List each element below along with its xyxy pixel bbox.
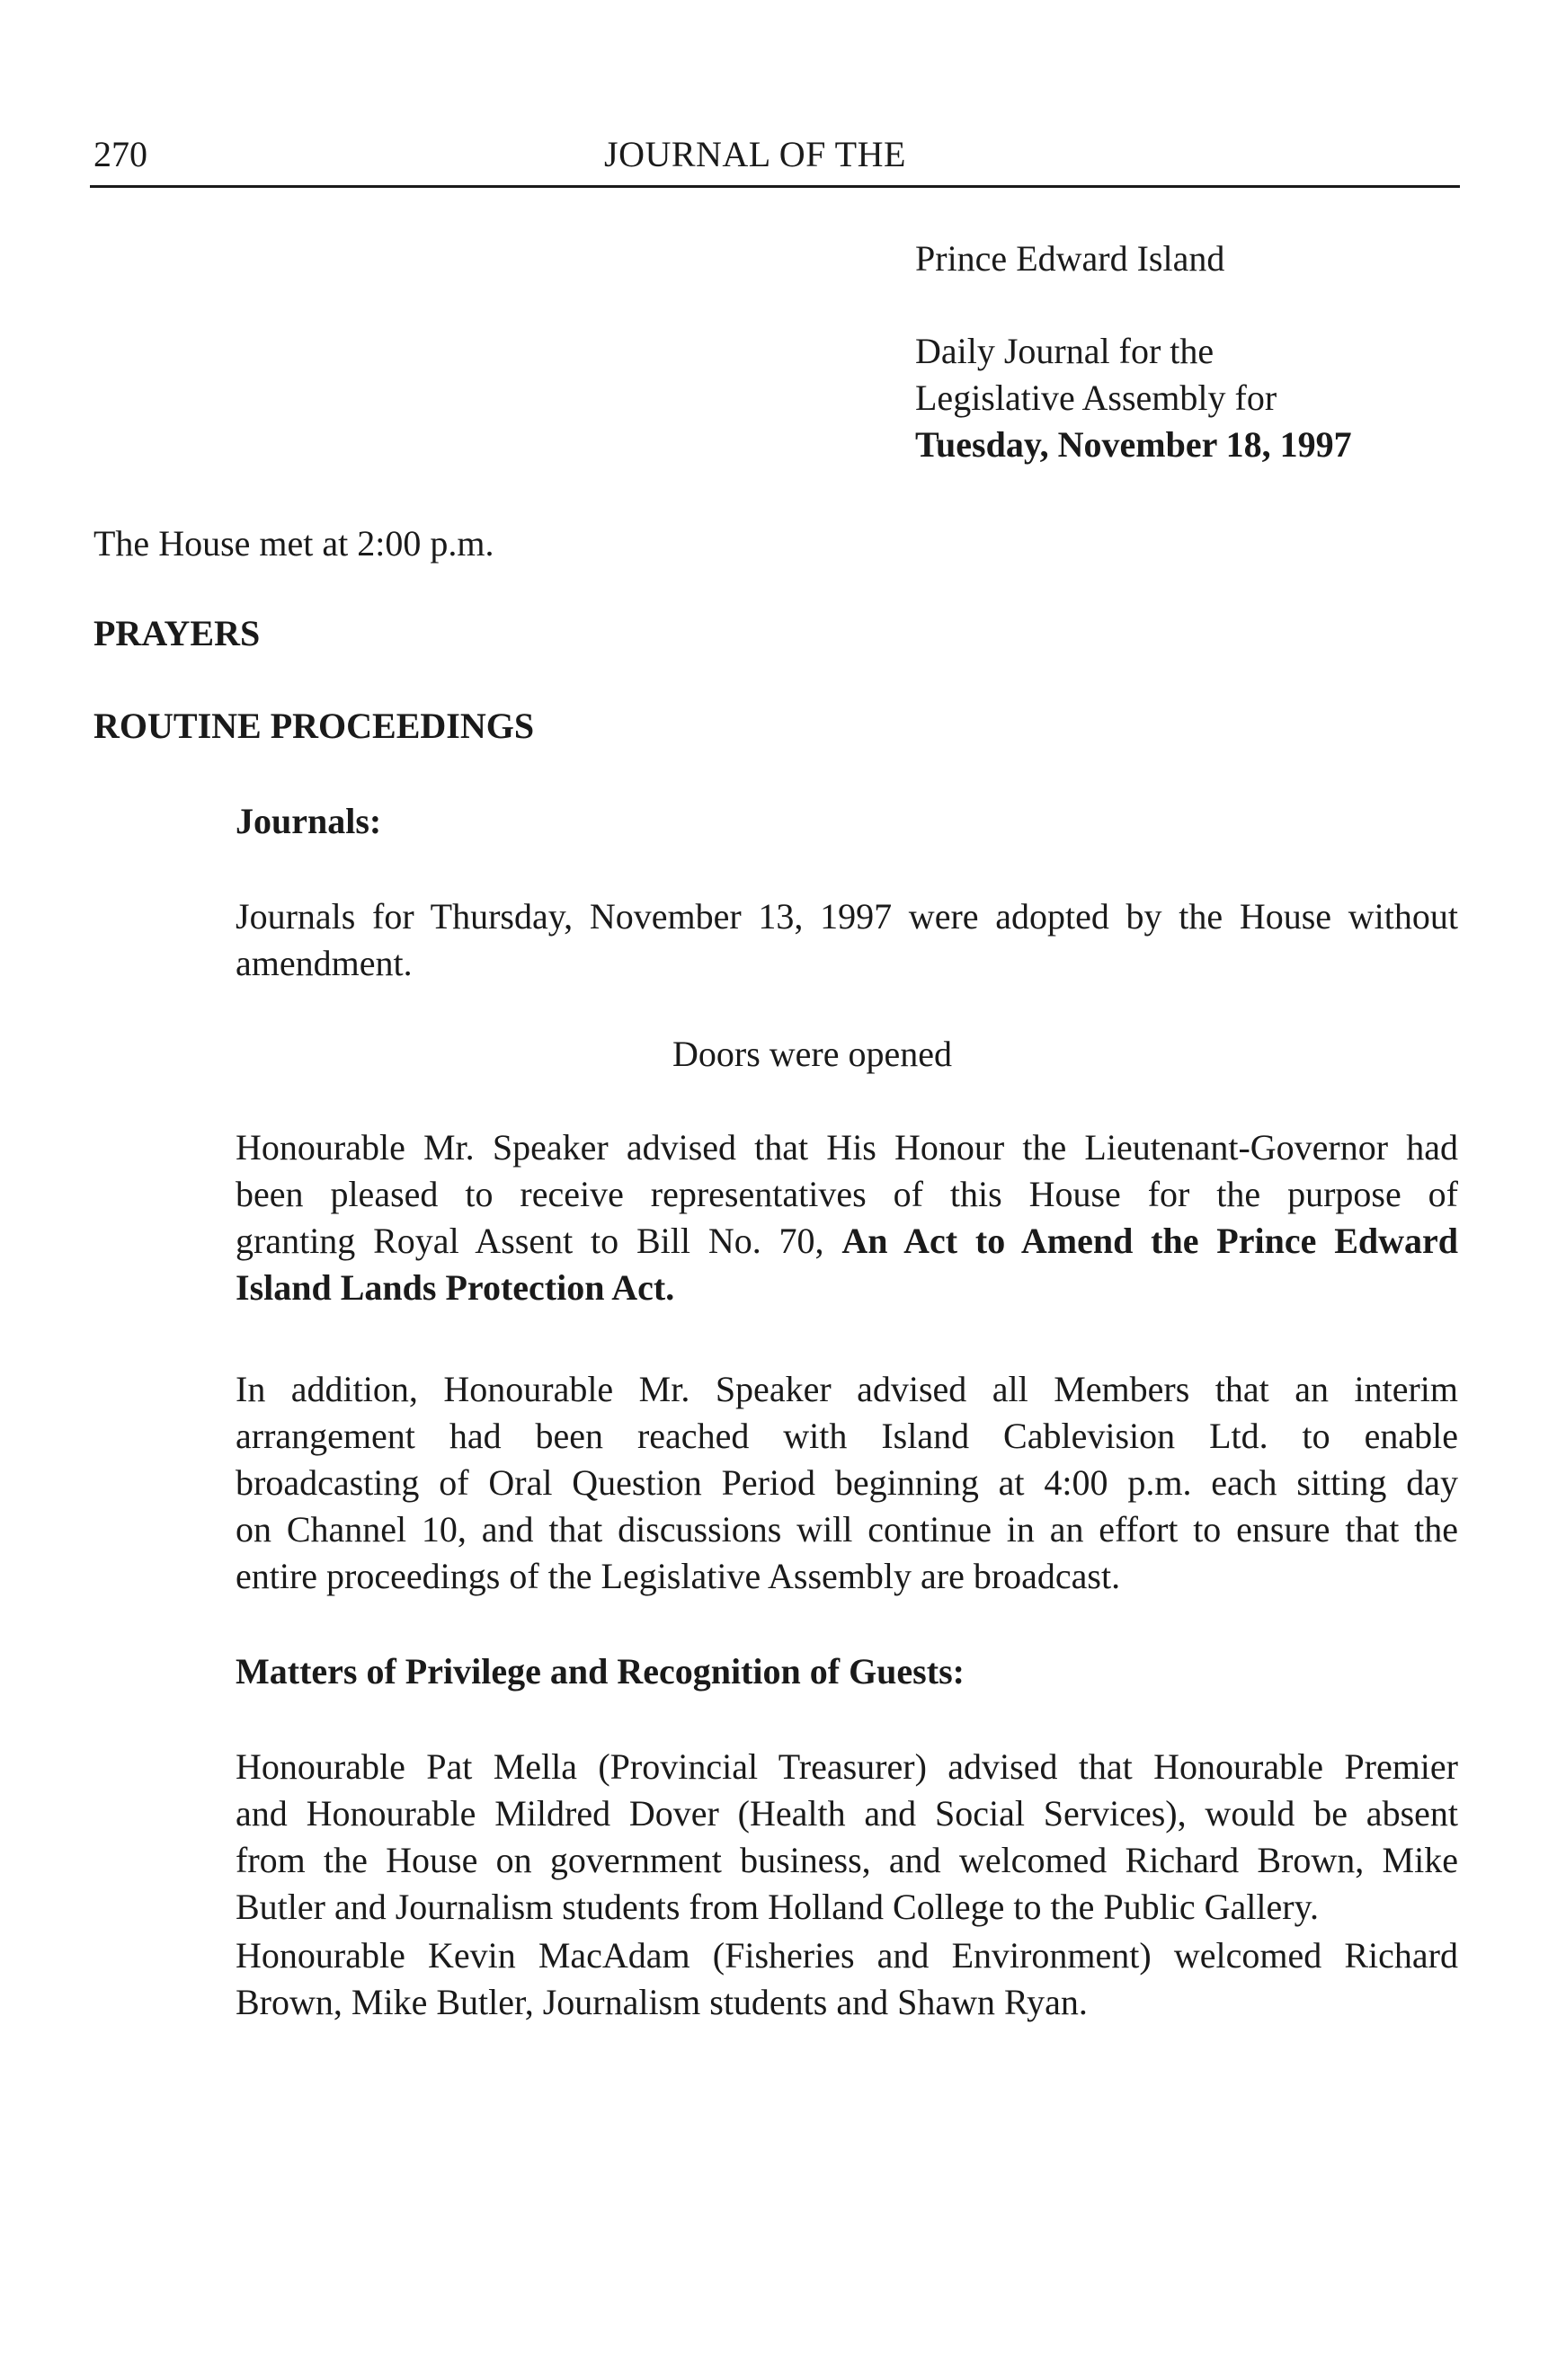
macadam-paragraph	[236, 1932, 1458, 2026]
royal-assent-paragraph	[236, 1124, 1458, 1311]
mella-line: Butler and Journalism students from Holland College to the Public Gallery.	[236, 1887, 1319, 1927]
journal-date: Tuesday, November 18, 1997	[915, 424, 1352, 465]
page-number: 270	[93, 134, 147, 174]
prayers-heading: PRAYERS	[93, 613, 261, 653]
cablevision-line: broadcasting of Oral Question Period beginning at 4:00 p.m. each sitting day	[236, 1462, 1458, 1503]
mella-line: from the House on government business, and welcomed Richard Brown, Mike	[236, 1840, 1458, 1880]
bill-title-continued: Island Lands Protection Act.	[236, 1267, 675, 1308]
macadam-line: Brown, Mike Butler, Journalism students and Shawn Ryan.	[236, 1982, 1088, 2022]
journals-line: Journals for Thursday, November 13, 1997 were adopted by the House without	[236, 896, 1458, 937]
header-rule	[90, 185, 1460, 188]
running-head: JOURNAL OF THE	[604, 134, 906, 174]
cablevision-line: on Channel 10, and that discussions will continue in an effort to ensure that the	[236, 1509, 1458, 1550]
journal-title-line1: Daily Journal for the	[915, 331, 1214, 371]
privilege-heading: Matters of Privilege and Recognition of Guests:	[236, 1651, 965, 1692]
journals-paragraph	[236, 893, 1458, 987]
cablevision-line: entire proceedings of the Legislative Assembly are broadcast.	[236, 1556, 1121, 1596]
cablevision-line: In addition, Honourable Mr. Speaker advised all Members that an interim	[236, 1369, 1458, 1409]
house-met-text: The House met at 2:00 p.m.	[93, 523, 494, 564]
cablevision-paragraph	[236, 1366, 1458, 1600]
journal-title-line2: Legislative Assembly for	[915, 377, 1277, 418]
royal-assent-line: been pleased to receive representatives of this House for the purpose of	[236, 1174, 1458, 1214]
routine-proceedings-heading: ROUTINE PROCEEDINGS	[93, 706, 535, 746]
mella-line: Honourable Pat Mella (Provincial Treasurer) advised that Honourable Premier	[236, 1746, 1458, 1787]
mella-paragraph	[236, 1744, 1458, 1931]
royal-assent-line: Honourable Mr. Speaker advised that His Honour the Lieutenant-Governor had	[236, 1127, 1458, 1168]
royal-assent-line	[236, 1218, 1458, 1265]
doors-opened-text: Doors were opened	[672, 1034, 952, 1074]
journals-heading: Journals:	[236, 801, 382, 841]
province-name: Prince Edward Island	[915, 238, 1225, 279]
bill-title: An Act to Amend the Prince Edward	[841, 1221, 1459, 1261]
cablevision-line: arrangement had been reached with Island Cablevision Ltd. to enable	[236, 1416, 1458, 1456]
macadam-line: Honourable Kevin MacAdam (Fisheries and Environment) welcomed Richard	[236, 1935, 1458, 1976]
mella-line: and Honourable Mildred Dover (Health and Social Services), would be absent	[236, 1793, 1458, 1834]
royal-assent-prefix: granting Royal Assent to Bill No. 70,	[236, 1221, 842, 1261]
royal-assent-line	[236, 1265, 1458, 1311]
journals-line: amendment.	[236, 943, 413, 983]
